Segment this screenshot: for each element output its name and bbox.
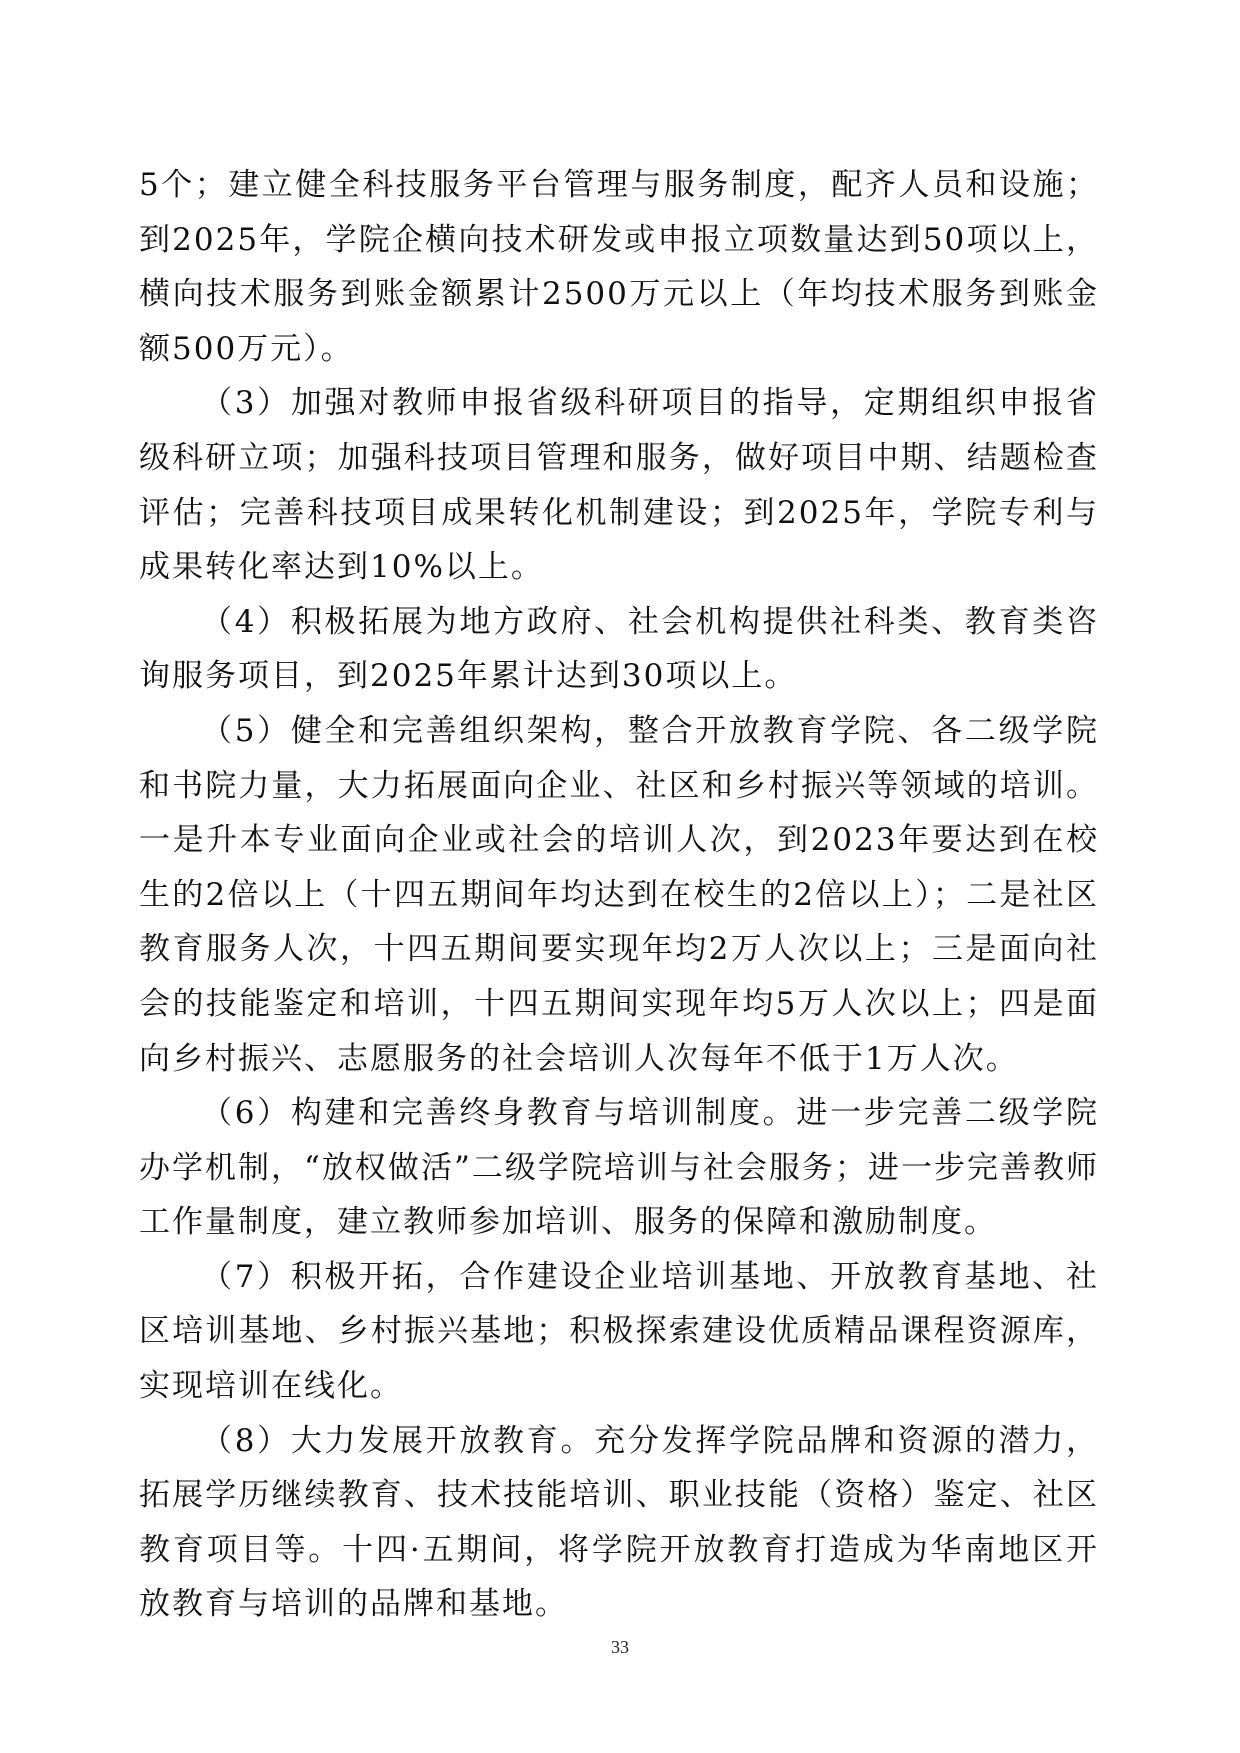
paragraph-continuation: 5个；建立健全科技服务平台管理与服务制度，配齐人员和设施；到2025年，学院企横向技术研发或申报立项数量达到50项以上，横向技术服务到账金额累计2500万元以上（年均技术服务到账金额500万元）。 — [139, 167, 1099, 367]
paragraph-item-3: （3）加强对教师申报省级科研项目的指导，定期组织申报省级科研立项；加强科技项目管理和服务，做好项目中期、结题检查评估；完善科技项目成果转化机制建设；到2025年，学院专利与成果转化率达到10%以上。 — [139, 385, 1099, 586]
paragraph-item-8: （8）大力发展开放教育。充分发挥学院品牌和资源的潜力，拓展学历继续教育、技术技能培训、职业技能（资格）鉴定、社区教育项目等。十四·五期间，将学院开放教育打造成为华南地区开放教育与培训的品牌和基地。 — [139, 1422, 1099, 1623]
paragraph-item-5: （5）健全和完善组织架构，整合开放教育学院、各二级学院和书院力量，大力拓展面向企业、社区和乡村振兴等领域的培训。一是升本专业面向企业或社会的培训人次，到2023年要达到在校生的2倍以上（十四五期间年均达到在校生的2倍以上）；二是社区教育服务人次，十四五期间要实现年均2万人次以上；三是面向社会的技能鉴定和培训，十四五期间实现年均5万人次以上；四是面向乡村振兴、志愿服务的社会培训人次每年不低于1万人次。 — [139, 712, 1099, 1077]
page-number: 33 — [611, 1637, 629, 1657]
paragraph-item-7: （7）积极开拓，合作建设企业培训基地、开放教育基地、社区培训基地、乡村振兴基地；积极探索建设优质精品课程资源库，实现培训在线化。 — [139, 1258, 1099, 1405]
paragraph-item-6: （6）构建和完善终身教育与培训制度。进一步完善二级学院办学机制，“放权做活”二级学院培训与社会服务；进一步完善教师工作量制度，建立教师参加培训、服务的保障和激励制度。 — [139, 1095, 1099, 1241]
document-body — [139, 158, 1099, 1632]
paragraph-item-4: （4）积极拓展为地方政府、社会机构提供社科类、教育类咨询服务项目，到2025年累计达到30项以上。 — [139, 603, 1099, 695]
